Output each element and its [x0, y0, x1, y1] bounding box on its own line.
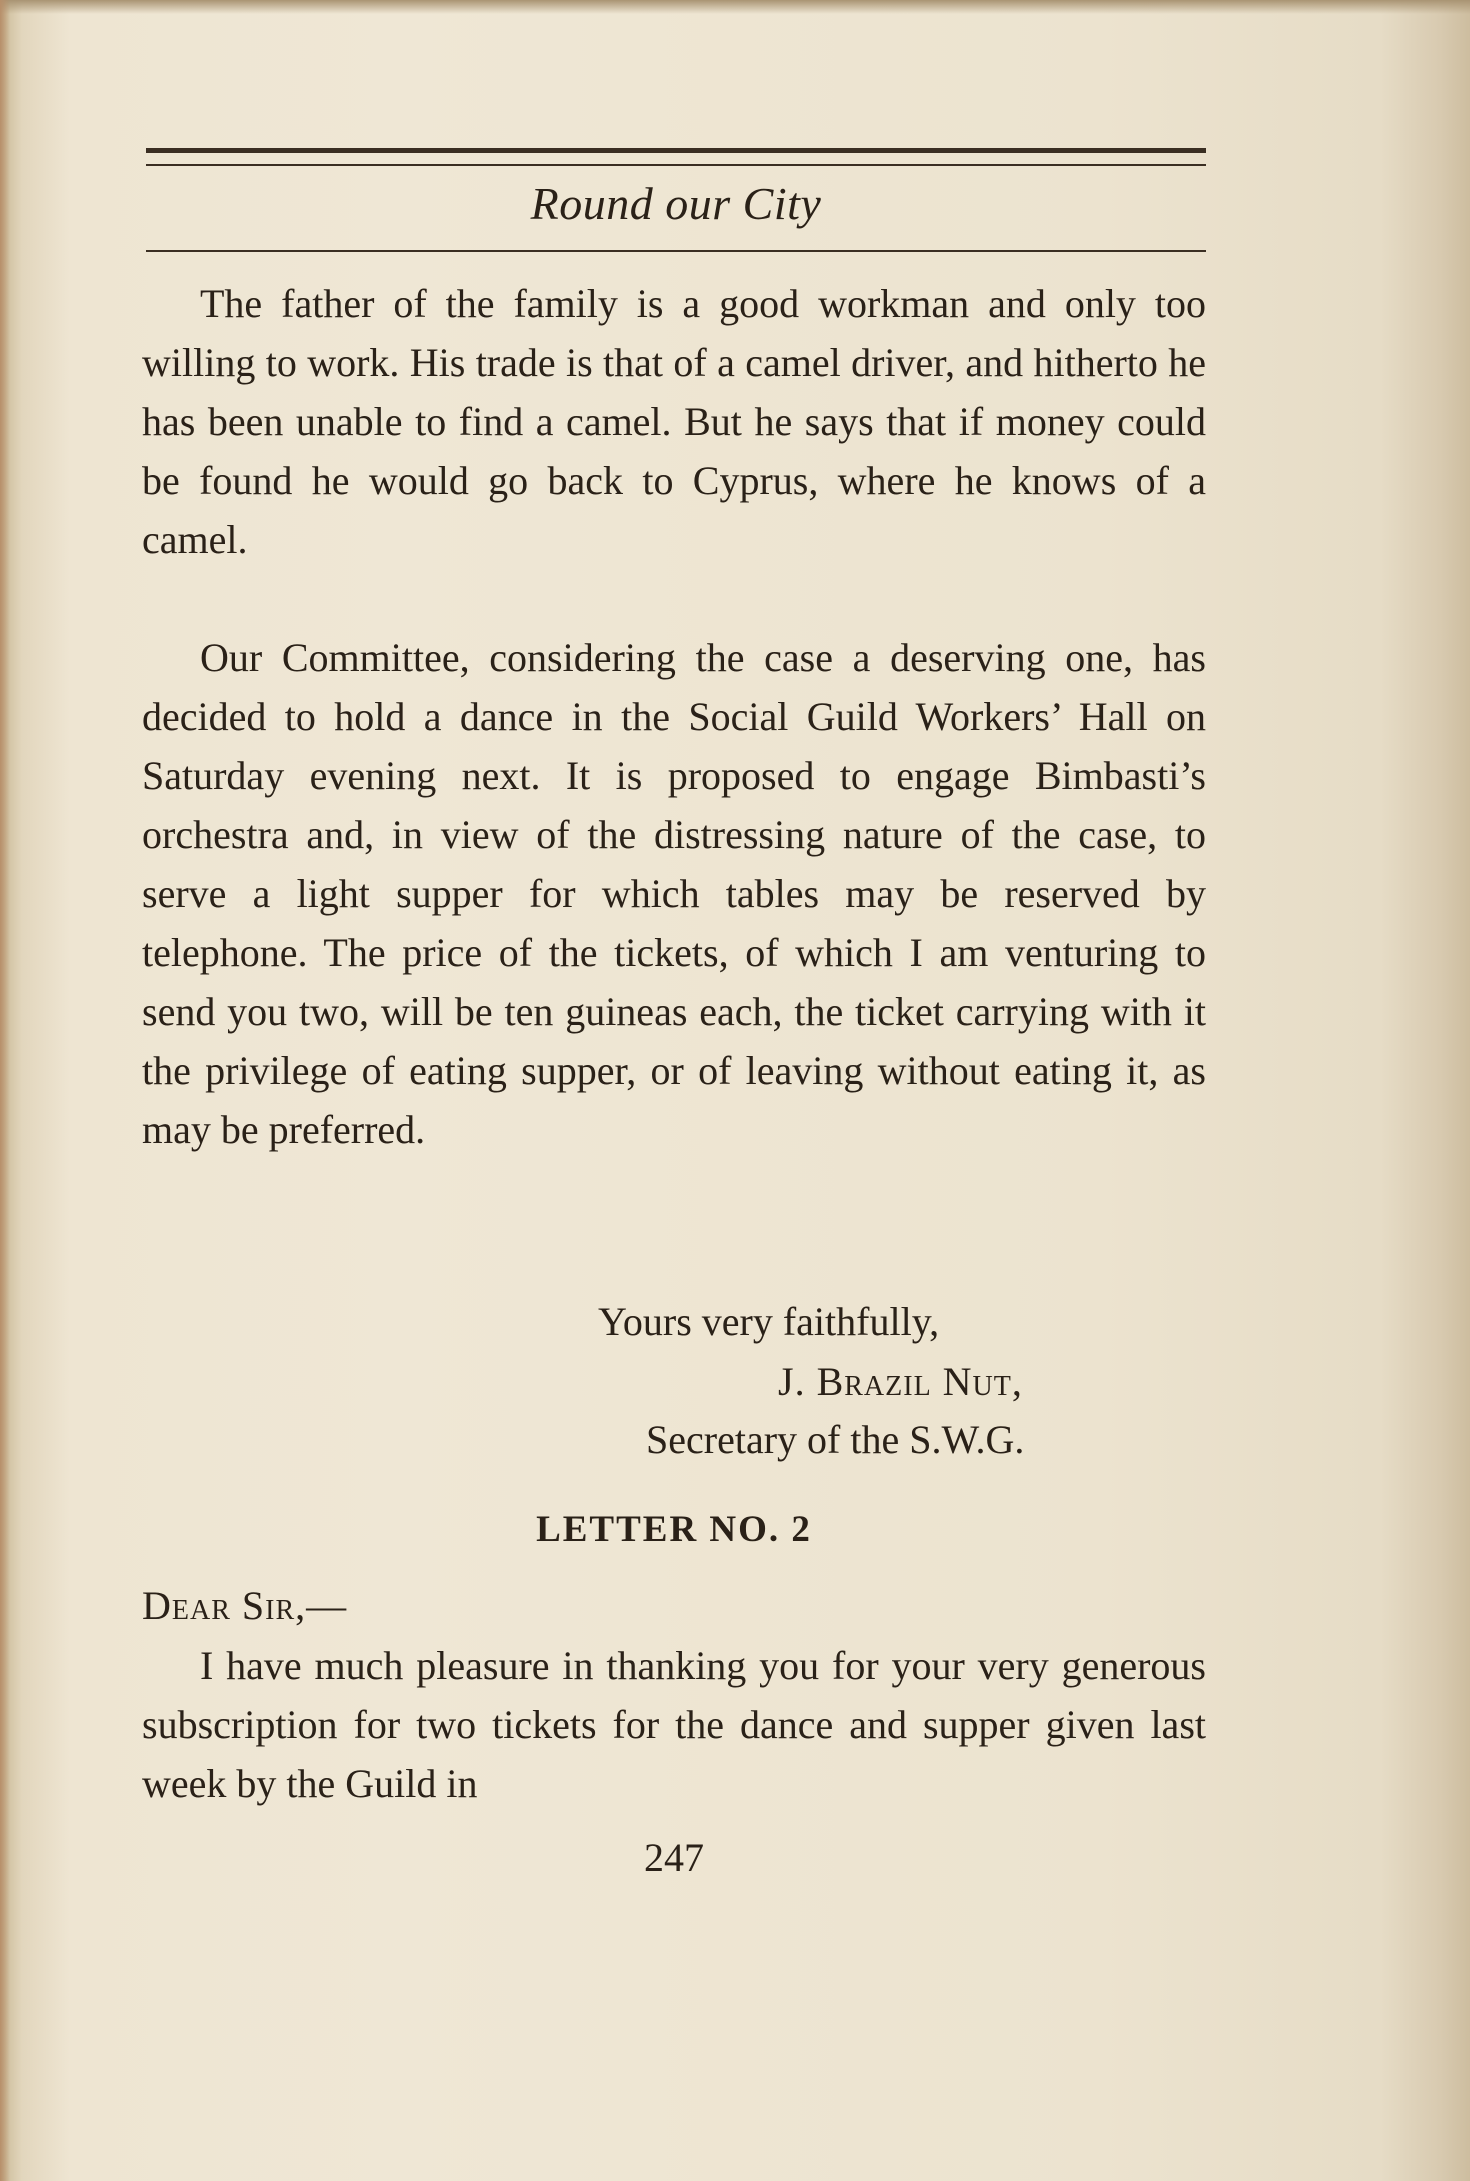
- body-paragraph-2: Our Committee, considering the case a deserving one, has decided to hold a dance in the Social Guild Workers’ Hall on Saturday evening next. It is proposed to engage Bimbasti’s orchestra and, in view of the distressing nature of the case, to serve a light supper for which tables may be reserved by telephone. The price of the tickets, of which I am venturing to send you two, will be ten guineas each, the ticket carrying with it the privilege of eating supper, or of leaving without eating it, as may be preferred.: [142, 635, 1206, 1152]
- header-rule-thick: [146, 148, 1206, 153]
- header-rule-bottom: [146, 250, 1206, 252]
- page-number: 247: [644, 1835, 704, 1880]
- salutation: Dear Sir,—: [142, 1583, 348, 1628]
- header-rule-thin: [146, 164, 1206, 166]
- signatory-title: Secretary of the S.W.G.: [646, 1417, 1025, 1462]
- body-paragraph-1: The father of the family is a good workman and only too willing to work. His trade is that of a camel driver, and hitherto he has been unable to find a camel. But he says that if money could be found he would go back to Cyprus, where he knows of a camel.: [142, 281, 1206, 562]
- signature: J. Brazil Nut,: [778, 1359, 1023, 1404]
- valediction: Yours very faithfully,: [598, 1299, 940, 1344]
- letter-2-paragraph-1: I have much pleasure in thanking you for your very generous subscription for two tickets for the dance and supper given last week by the Guild in: [142, 1643, 1206, 1806]
- letter-heading: LETTER NO. 2: [536, 1509, 812, 1550]
- running-title: Round our City: [530, 178, 822, 229]
